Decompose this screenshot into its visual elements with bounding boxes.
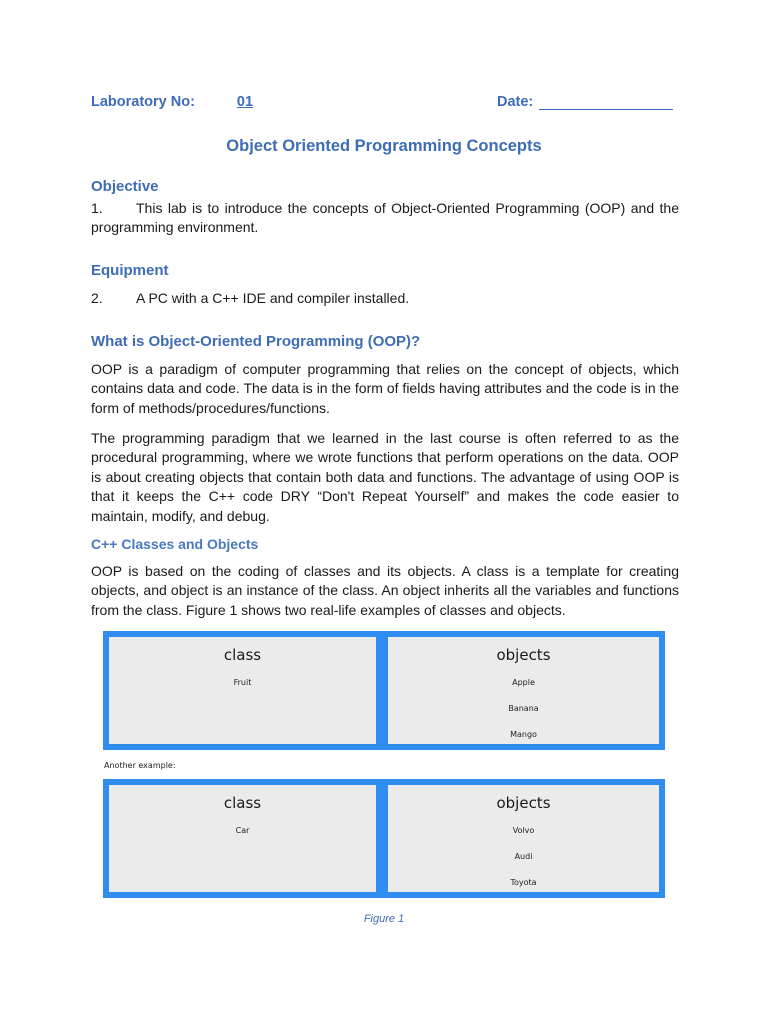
oop-heading: What is Object-Oriented Programming (OOP)? <box>91 333 421 350</box>
object-item: Mango <box>510 730 537 739</box>
objects-panel-2 <box>388 785 659 892</box>
class-item-1: Fruit <box>233 678 252 687</box>
object-item: Audi <box>514 852 533 861</box>
oop-paragraph-2: The programming paradigm that we learned in the last course is often referred to as the procedural programming, where we wrote functions that perform operations on the data. OOP is about creating objects that contain both data and functions. The advantage of using OOP is that it keeps the C++ code DRY “Don't Repeat Yourself” and makes the code easier to maintain, modify, and debug. <box>91 430 679 524</box>
document-title: Object Oriented Programming Concepts <box>226 137 542 155</box>
another-example-label: Another example: <box>104 761 176 770</box>
figure-example-1 <box>103 631 665 750</box>
date-blank-line <box>539 109 673 110</box>
objects-title-2: objects <box>496 794 551 812</box>
classes-paragraph: OOP is based on the coding of classes and its objects. A class is a template for creating objects, and object is an instance of the class. An object inherits all the variables and functions from the class. Figure 1 shows two real-life examples of classes and objects. <box>91 563 679 618</box>
oop-paragraph-1: OOP is a paradigm of computer programming that relies on the concept of objects, which contains data and code. The data is in the form of fields having attributes and the code is in the form of methods/procedures/functions. <box>91 361 679 416</box>
classes-heading: C++ Classes and Objects <box>91 536 259 552</box>
objects-panel-1 <box>388 637 659 744</box>
lab-number-label: Laboratory No: <box>91 94 195 110</box>
object-item: Volvo <box>512 826 535 835</box>
object-item: Toyota <box>510 878 537 887</box>
date-label: Date: <box>497 94 534 110</box>
lab-number-value: 01 <box>236 94 254 110</box>
objective-body: This lab is to introduce the concepts of Object-Oriented Programming (OOP) and the programming environment. <box>91 200 679 236</box>
objective-text <box>91 199 679 238</box>
class-item-2: Car <box>235 826 250 835</box>
equipment-text <box>91 289 679 308</box>
objective-heading: Objective <box>91 178 159 195</box>
equipment-body: A PC with a C++ IDE and compiler installed. <box>136 290 410 306</box>
class-panel-2 <box>109 785 376 892</box>
lab-header <box>91 94 681 116</box>
figure-example-2 <box>103 779 665 898</box>
objects-title-1: objects <box>496 646 551 664</box>
class-panel-1 <box>109 637 376 744</box>
class-title-1: class <box>223 646 262 664</box>
equipment-heading: Equipment <box>91 262 169 279</box>
objective-number: 1. <box>91 200 103 216</box>
class-title-2: class <box>223 794 262 812</box>
object-item: Banana <box>508 704 539 713</box>
equipment-number: 2. <box>91 290 103 306</box>
object-item: Apple <box>512 678 535 687</box>
figure-caption: Figure 1 <box>363 913 405 925</box>
